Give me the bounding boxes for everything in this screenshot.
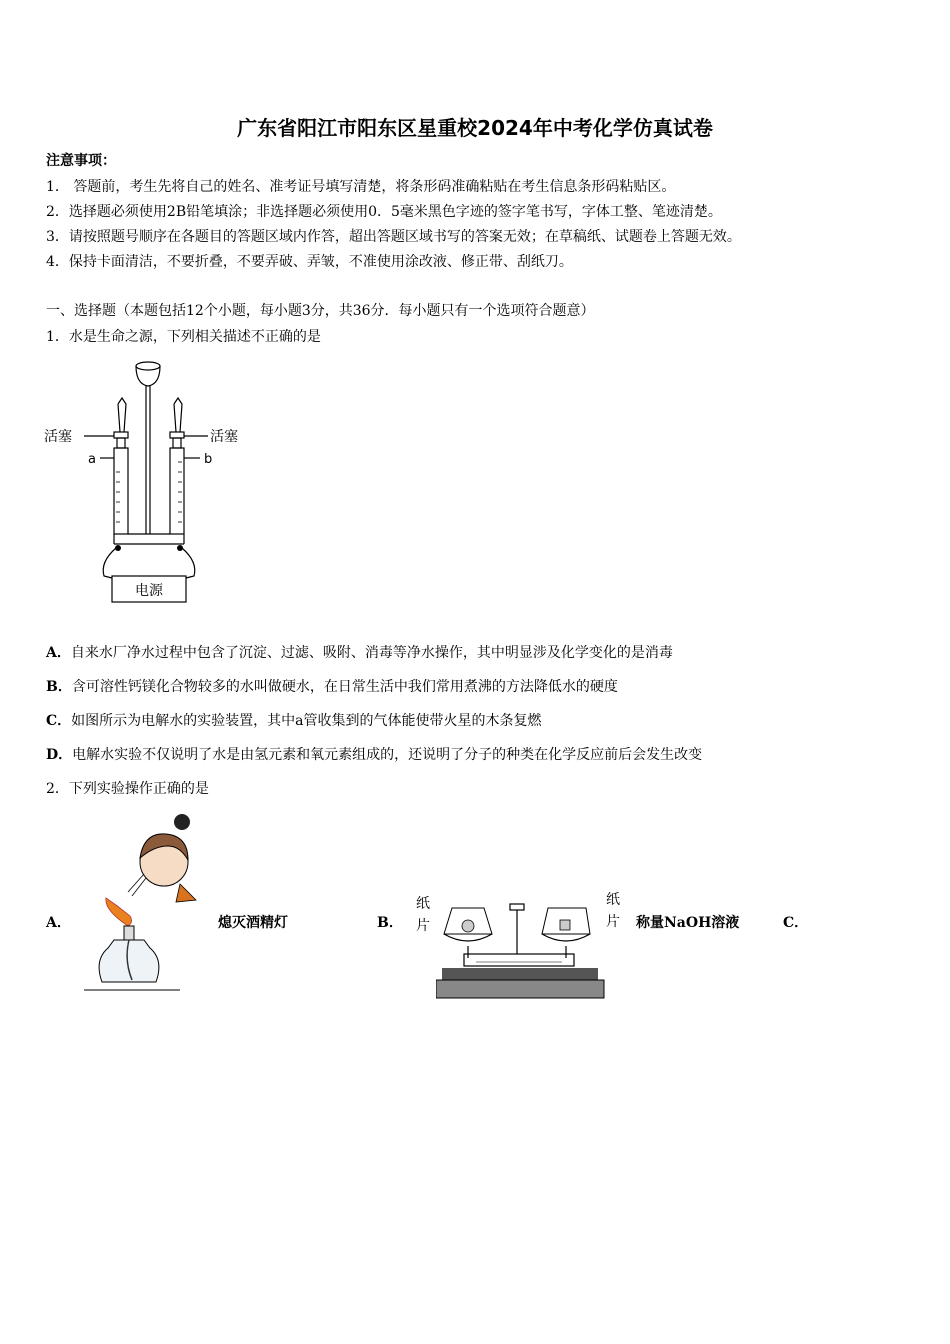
notice-item-4: 4．保持卡面清洁，不要折叠，不要弄破、弄皱，不准使用涂改液、修正带、刮纸刀。	[46, 254, 573, 270]
q1-option-b-text: 含可溶性钙镁化合物较多的水叫做硬水，在日常生活中我们常用煮沸的方法降低水的硬度	[71, 679, 618, 695]
tube-label-a: a	[88, 452, 96, 467]
q1-option-d-text: 电解水实验不仅说明了水是由氢元素和氧元素组成的，还说明了分子的种类在化学反应前后会发生改变	[72, 747, 703, 763]
stopcock-label-left: 活塞	[44, 429, 72, 445]
option-letter-a: A．	[46, 645, 71, 661]
question-2-stem: 2．下列实验操作正确的是	[46, 781, 209, 797]
alcohol-lamp-blowing-figure	[84, 810, 214, 1000]
q2-option-c-letter: C．	[783, 915, 809, 931]
notice-item-3: 3．请按照题号顺序在各题目的答题区域内作答，超出答题区域书写的答案无效；在草稿纸、试题卷上答题无效。	[46, 229, 741, 245]
q1-option-c-text: 如图所示为电解水的实验装置，其中a管收集到的气体能使带火星的木条复燃	[71, 713, 542, 729]
q2-option-a-caption: 熄灭酒精灯	[218, 915, 288, 931]
option-letter-c: C．	[46, 713, 72, 729]
notice-item-1: 1． 答题前，考生先将自己的姓名、准考证号填写清楚，将条形码准确粘贴在考生信息条形码粘贴区。	[46, 179, 676, 195]
q2-option-b-caption: 称量NaOH溶液	[636, 915, 740, 931]
q2-option-a-letter: A．	[46, 915, 71, 931]
stopcock-label-right: 活塞	[210, 429, 238, 445]
question-1-stem: 1．水是生命之源，下列相关描述不正确的是	[46, 329, 321, 345]
q2-option-b-letter: B．	[377, 915, 403, 931]
notice-heading: 注意事项：	[46, 153, 116, 169]
balance-figure	[436, 888, 606, 1004]
notice-item-2: 2．选择题必须使用2B铅笔填涂；非选择题必须使用0．5毫米黑色字迹的签字笔书写，字体工整、笔迹清楚。	[46, 204, 722, 220]
page-title: 广东省阳江市阳东区星重校2024年中考化学仿真试卷	[237, 116, 713, 140]
q1-option-a-text: 自来水厂净水过程中包含了沉淀、过滤、吸附、消毒等净水操作，其中明显涉及化学变化的是消毒	[70, 645, 673, 661]
tube-label-b: b	[204, 452, 213, 467]
option-letter-b: B．	[46, 679, 72, 695]
paper-label-right: 纸 片	[606, 892, 620, 930]
option-letter-d: D．	[46, 747, 73, 763]
paper-label-left: 纸 片	[416, 896, 430, 934]
electrolysis-apparatus-figure	[40, 352, 260, 610]
power-source-label: 电源	[135, 583, 163, 599]
section-heading: 一、选择题（本题包括12个小题，每小题3分，共36分．每小题只有一个选项符合题意）	[46, 303, 595, 319]
